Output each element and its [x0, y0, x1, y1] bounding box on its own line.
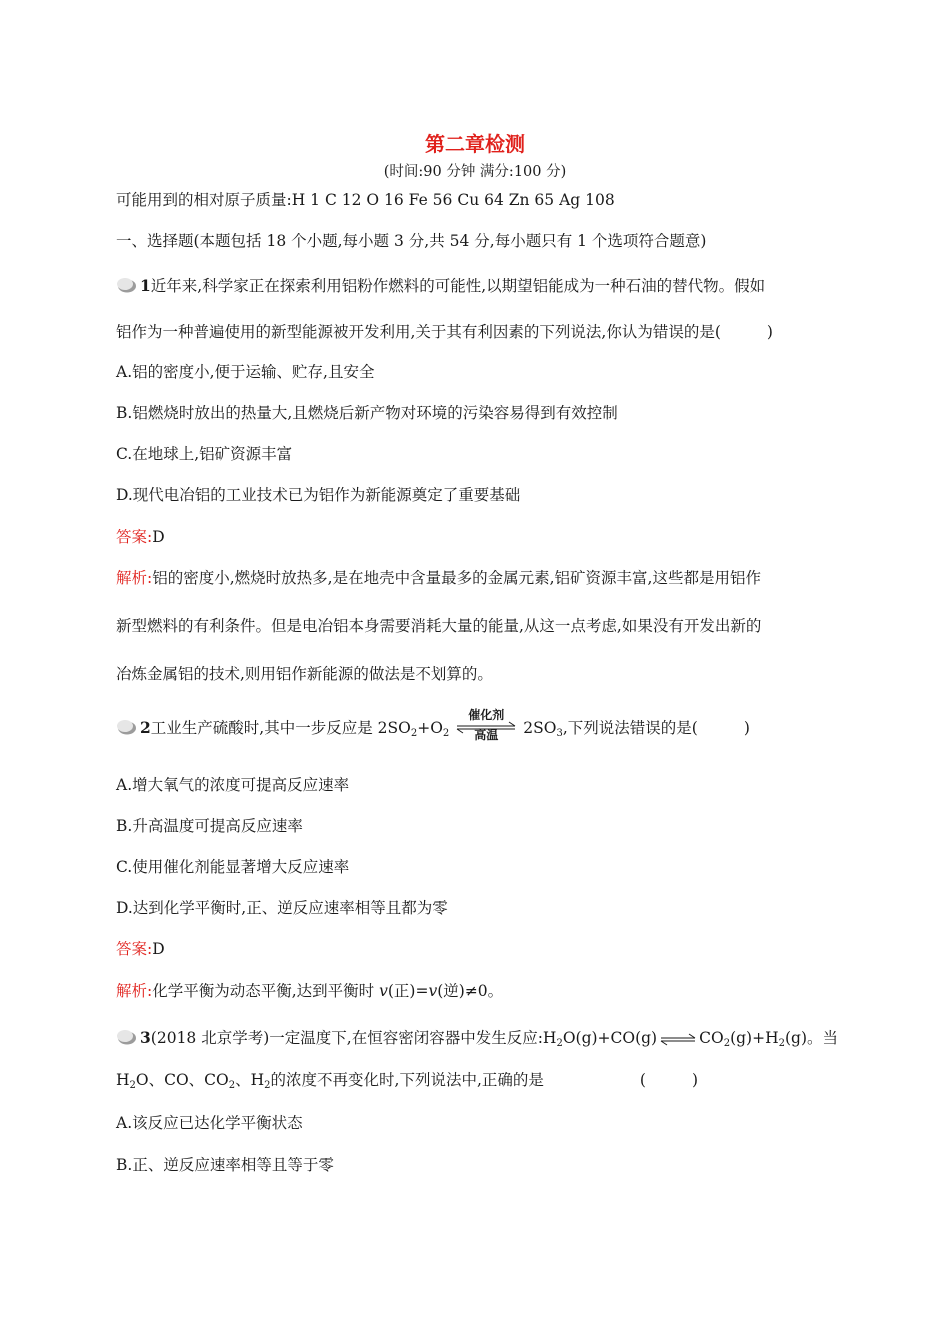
- analysis-1: 解析:铝的密度小,燃烧时放热多,是在地壳中含量最多的金属元素,铝矿资源丰富,这些都是用铝作: [116, 569, 761, 587]
- section-heading: 一、选择题(本题包括 18 个小题,每小题 3 分,共 54 分,每小题只有 1 个选项符合题意): [116, 232, 707, 250]
- question-1-stem: 1近年来,科学家正在探索利用铝粉作燃料的可能性,以期望铝能成为一种石油的替代物。假如: [116, 276, 765, 296]
- analysis-1-line3: 冶炼金属铝的技术,则用铝作新能源的做法是不划算的。: [116, 665, 493, 683]
- question-3-stem: 3(2018 北京学考)一定温度下,在恒容密闭容器中发生反应$:H_2O(g)+CO(g)$ $CO_2(g)+H_2(g)$。当: [116, 1028, 838, 1054]
- analysis-label: 解析:: [116, 982, 153, 1000]
- option-b: B.升高温度可提高反应速率: [116, 817, 303, 835]
- option-d: D.达到化学平衡时,正、逆反应速率相等且都为零: [116, 899, 448, 917]
- question-2-stem: 2工业生产硫酸时,其中一步反应是 $2SO_2+O_2$ 催化剂 高温 $2SO_3$,下列说法错误的是( ): [116, 718, 750, 744]
- page-title: 第二章检测: [425, 132, 525, 156]
- analysis-1-line2: 新型燃料的有利条件。但是电冶铝本身需要消耗大量的能量,从这一点考虑,如果没有开发出新的: [116, 617, 762, 635]
- option-c: C.在地球上,铝矿资源丰富: [116, 445, 293, 463]
- option-a: A.增大氧气的浓度可提高反应速率: [116, 776, 350, 794]
- question-3-stem-line2: $H_2O$、CO、$CO_2$、$H_2$的浓度不再变化时,下列说法中,正确的是 ( ): [116, 1071, 699, 1091]
- reversible-arrow-icon: [659, 1032, 697, 1046]
- option-a: A.铝的密度小,便于运输、贮存,且安全: [116, 363, 375, 381]
- reaction-arrow: [453, 708, 519, 742]
- option-b: B.铝燃烧时放出的热量大,且燃烧后新产物对环境的污染容易得到有效控制: [116, 404, 618, 422]
- question-number: 2: [140, 718, 151, 737]
- option-c: C.使用催化剂能显著增大反应速率: [116, 858, 350, 876]
- catalyst-label: 催化剂: [468, 708, 505, 722]
- question-number: 1: [140, 276, 151, 295]
- question-marker-icon: [116, 719, 136, 735]
- option-a: A.该反应已达化学平衡状态: [116, 1114, 303, 1132]
- question-1-stem-line2: 铝作为一种普遍使用的新型能源被开发利用,关于其有利因素的下列说法,你认为错误的是( ): [116, 323, 773, 341]
- option-b: B.正、逆反应速率相等且等于零: [116, 1156, 334, 1174]
- option-d: D.现代电冶铝的工业技术已为铝作为新能源奠定了重要基础: [116, 486, 521, 504]
- question-marker-icon: [116, 1029, 136, 1045]
- question-number: 3: [140, 1028, 151, 1047]
- answer-1: 答案:D: [116, 528, 165, 546]
- analysis-2: 解析:化学平衡为动态平衡,达到平衡时 v(正)=v(逆)≠0。: [116, 982, 504, 1000]
- answer-2: 答案:D: [116, 940, 165, 958]
- exam-info: (时间:90 分钟 满分:100 分): [383, 164, 567, 180]
- answer-label: 答案:: [116, 940, 153, 958]
- analysis-label: 解析:: [116, 569, 153, 587]
- atomic-masses: 可能用到的相对原子质量:H 1 C 12 O 16 Fe 56 Cu 64 Zn 65 Ag 108: [116, 191, 615, 209]
- question-marker-icon: [116, 277, 136, 293]
- condition-label: 高温: [474, 728, 499, 742]
- answer-label: 答案:: [116, 528, 153, 546]
